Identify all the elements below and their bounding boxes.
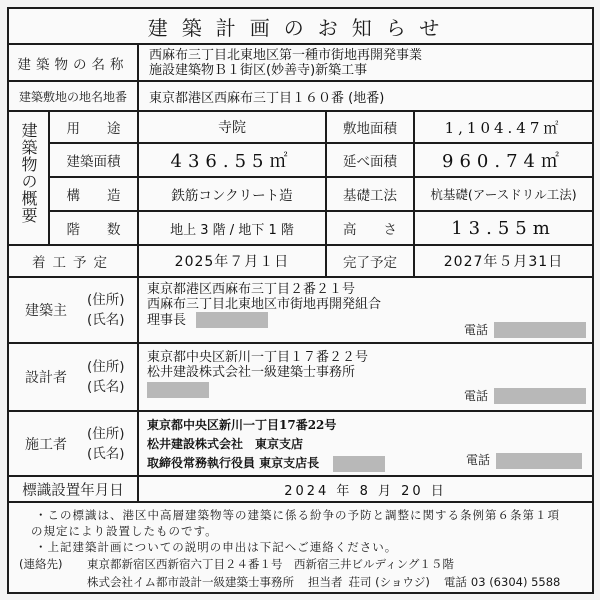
overview-block [9,112,592,246]
total-floor-area-label-cell [327,144,415,176]
owner-address: 東京都港区西麻布三丁目２番２１号 [147,282,356,297]
end-value: 2027年５月31日 [443,254,564,270]
end-label: 完了予定 [343,255,397,271]
height-value: 13.55m [451,217,556,239]
designer-row [9,344,592,412]
note-line-1: ・この標識は、港区中高層建築物等の建築に係る紛争の予防と調整に関する条例第６条第１項 [35,508,560,522]
owner-value-cell [139,278,592,342]
designer-name-sublabel: (氏名) [87,379,125,395]
building-area-value-cell [139,144,327,176]
note-line-2: の規定により設置したものです。 [31,524,218,538]
building-area-value: 436.55㎡ [170,151,294,172]
schedule-row [9,246,592,278]
sign-date-value-cell [139,477,592,501]
site-area-label-cell [327,112,415,142]
contractor-rep-name-redacted [333,456,385,472]
contractor-rep-line [147,454,385,473]
foundation-label-cell [327,178,415,210]
foundation-value-cell [415,178,592,210]
designer-label: 設計者 [25,370,67,386]
building-name-line2: 施設建築物Ｂ１街区(妙善寺)新築工事 [149,62,368,78]
contractor-address: 東京都中央区新川一丁目17番22号 [147,418,337,432]
site-area-label: 敷地面積 [343,121,397,137]
site-location-label-cell [9,82,139,110]
overview-section-label: 建築物の概要 [19,122,38,224]
building-area-label-cell [50,144,139,176]
designer-phone-redacted [494,388,586,404]
sign-date-row [9,477,592,503]
end-value-cell [415,246,592,276]
designer-phone-label: 電話 [463,388,488,403]
building-name-value-cell [139,45,592,80]
owner-address-sublabel: (住所) [87,292,125,308]
contractor-label-cell [9,412,139,475]
contractor-sublabels [87,424,125,464]
designer-label-cell [9,344,139,410]
height-value-cell [415,212,592,244]
start-label-cell [9,246,139,276]
site-location-value-cell [139,82,592,110]
sign-date-label-cell [9,477,139,501]
owner-rep-name-redacted [196,312,268,328]
start-value-cell [139,246,327,276]
site-area-value: 1,104.47㎡ [444,118,563,137]
owner-sublabels [87,290,125,330]
building-area-label: 建築面積 [66,154,121,170]
designer-address-sublabel: (住所) [87,359,125,375]
designer-phone [464,388,586,404]
contractor-label: 施工者 [25,436,67,453]
contractor-phone-label: 電話 [465,453,490,467]
start-label: 着工予定 [32,255,114,271]
sign-date-value: 2024 年 8 月 20 日 [284,483,447,499]
note-line-3: ・上記建築計画についての説明の申出は下記へご連絡ください。 [35,540,398,554]
owner-phone-label: 電話 [463,322,488,337]
notes-section [9,503,592,592]
owner-rep-line [147,312,268,328]
contractor-phone [466,451,582,470]
contractor-value-cell [139,412,592,475]
start-value: 2025年７月１日 [174,254,290,270]
sign-date-label: 標識設置年月日 [22,482,124,499]
designer-address: 東京都中央区新川一丁目１７番２２号 [147,350,369,365]
overview-row-floors [50,212,592,244]
contact-phone: 03 (6304) 5588 [470,575,561,589]
designer-company: 松井建設株式会社一級建築士事務所 [147,365,356,380]
owner-label: 建築主 [25,303,67,319]
contact-person: 荘司 (ショウジ) [348,575,430,589]
contact-phone-label: 電話 [443,575,467,589]
contractor-row [9,412,592,477]
contact-company: 株式会社イム都市設計一級建築士事務所 [87,575,294,589]
foundation-value: 杭基礎(アースドリル工法) [430,187,577,202]
total-floor-area-value: 960.74㎡ [442,151,565,172]
contractor-address-sublabel: (住所) [87,425,125,442]
structure-value: 鉄筋コンクリート造 [171,188,293,204]
contractor-rep-title: 取締役常務執行役員 東京支店長 [147,456,320,470]
contractor-name-sublabel: (氏名) [87,445,125,462]
structure-label-cell [50,178,139,210]
owner-phone-redacted [494,322,586,338]
contact-person-label: 担当者 [308,575,343,589]
notice-title: 建築計画のお知らせ [147,15,454,40]
notice-title-row [9,9,592,45]
contact-company-line [19,573,584,591]
structure-label: 構 造 [66,188,121,204]
site-location-row [9,82,592,112]
building-name-line1: 西麻布三丁目北東地区第一種市街地再開発事業 [149,47,423,63]
contractor-company: 松井建設株式会社 東京支店 [147,437,304,451]
designer-sublabels [87,357,125,397]
owner-row [9,278,592,344]
structure-value-cell [139,178,327,210]
height-label-cell [327,212,415,244]
use-value: 寺院 [218,120,246,136]
total-floor-area-label: 延べ面積 [343,154,397,170]
foundation-label: 基礎工法 [343,188,397,204]
floors-value: 地上 3 階 / 地下 1 階 [170,222,294,238]
contractor-phone-redacted [496,453,582,469]
overview-row-structure [50,178,592,212]
owner-phone [464,322,586,338]
contact-address-line [19,555,584,573]
total-floor-area-value-cell [415,144,592,176]
height-label: 高 さ [343,222,397,238]
use-label-cell [50,112,139,142]
overview-row-use [50,112,592,144]
overview-section-label-cell [9,112,50,244]
floors-label: 階 数 [66,222,121,238]
contact-label: (連絡先) [19,557,63,571]
building-name-label-cell [9,45,139,80]
construction-notice-board [7,7,594,594]
owner-rep-title: 理事長 [147,312,187,328]
building-name-row [9,45,592,82]
owner-label-cell [9,278,139,342]
use-label: 用 途 [66,121,121,137]
contact-address: 東京都新宿区西新宿六丁目２４番１号 西新宿三井ビルディング１５階 [87,557,454,571]
site-location-label: 建築敷地の地名地番 [18,89,127,104]
building-name-label: 建築物の名称 [17,56,129,73]
floors-value-cell [139,212,327,244]
designer-value-cell [139,344,592,410]
contact-person-group [308,573,430,591]
designer-rep-name-redacted [147,382,209,398]
use-value-cell [139,112,327,142]
floors-label-cell [50,212,139,244]
owner-org: 西麻布三丁目北東地区市街地再開発組合 [147,297,382,312]
site-location-value: 東京都港区西麻布三丁目１６０番 (地番) [149,90,385,106]
contact-phone-group [444,573,560,591]
overview-row-building-area [50,144,592,178]
owner-name-sublabel: (氏名) [87,312,125,328]
site-area-value-cell [415,112,592,142]
end-label-cell [327,246,415,276]
